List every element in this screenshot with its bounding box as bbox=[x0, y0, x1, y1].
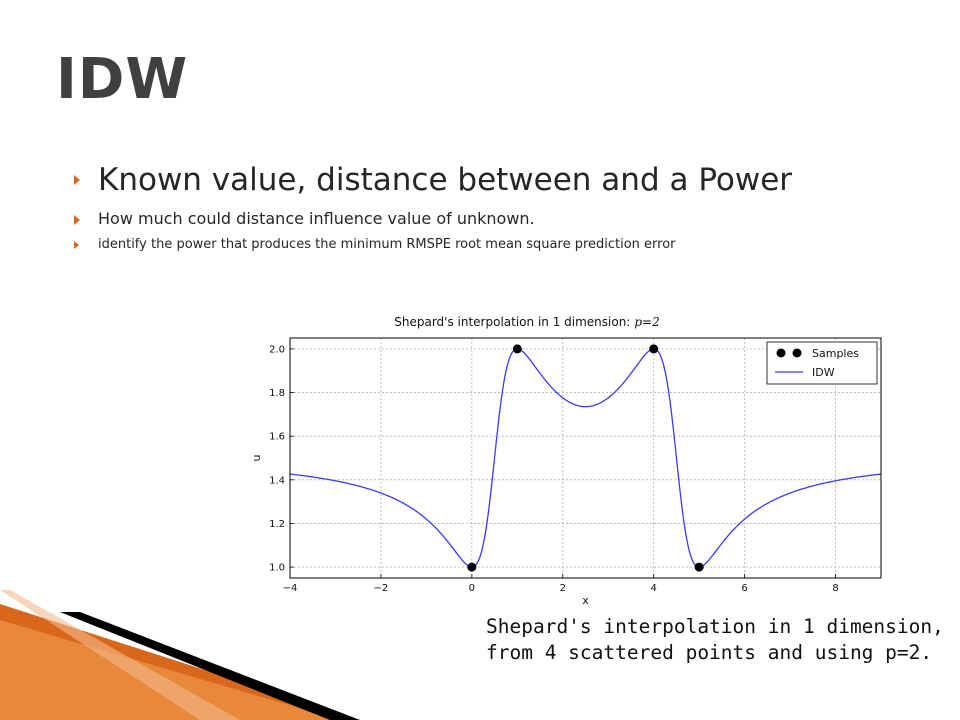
y-tick-label: 1.8 bbox=[269, 388, 285, 400]
chart-title-math: p=2 bbox=[634, 315, 660, 329]
bullet-list bbox=[74, 160, 934, 254]
sample-point bbox=[467, 563, 476, 572]
bullet-arrow-icon bbox=[74, 175, 80, 185]
corner-decoration bbox=[0, 590, 400, 720]
chart-svg bbox=[244, 308, 894, 608]
chart-title bbox=[394, 315, 659, 329]
bullet-arrow-icon bbox=[74, 215, 80, 225]
x-tick-label: 2 bbox=[559, 583, 566, 594]
legend-label: Samples bbox=[812, 347, 859, 360]
sample-point bbox=[695, 563, 704, 572]
bullet-item bbox=[74, 160, 934, 200]
y-tick-label: 1.0 bbox=[269, 562, 285, 574]
idw-chart bbox=[244, 308, 894, 608]
sample-point bbox=[649, 344, 658, 353]
x-tick-label: 8 bbox=[832, 583, 839, 594]
legend-samples-marker bbox=[777, 349, 786, 358]
bullet-text: Known value, distance between and a Power bbox=[98, 162, 793, 198]
x-tick-label: −2 bbox=[373, 583, 389, 594]
bullet-arrow-icon bbox=[74, 241, 79, 249]
bullet-text: identify the power that produces the minimum RMSPE root mean square prediction error bbox=[98, 237, 676, 252]
bullet-item bbox=[74, 208, 934, 230]
y-axis-label: u bbox=[250, 454, 263, 462]
sample-point bbox=[513, 344, 522, 353]
y-tick-label: 2.0 bbox=[269, 344, 285, 356]
light-wedge-decoration bbox=[0, 620, 340, 720]
figure-caption: Shepard's interpolation in 1 dimension, from 4 scattered points and using p=2. bbox=[486, 615, 944, 664]
legend-label: IDW bbox=[812, 366, 835, 379]
x-axis-label: x bbox=[582, 594, 589, 607]
chart-title-text: Shepard's interpolation in 1 dimension: bbox=[394, 315, 631, 329]
y-tick-label: 1.2 bbox=[269, 518, 285, 530]
y-tick-label: 1.4 bbox=[269, 475, 285, 487]
y-tick-label: 1.6 bbox=[269, 431, 285, 443]
slide-title: IDW bbox=[56, 47, 189, 112]
x-tick-label: 6 bbox=[741, 583, 748, 594]
legend-samples-marker bbox=[793, 349, 802, 358]
bullet-item bbox=[74, 236, 934, 254]
x-tick-label: 4 bbox=[650, 583, 657, 594]
bullet-text: How much could distance influence value of unknown. bbox=[98, 209, 535, 228]
x-tick-label: −4 bbox=[282, 583, 298, 594]
x-tick-label: 0 bbox=[468, 583, 476, 594]
